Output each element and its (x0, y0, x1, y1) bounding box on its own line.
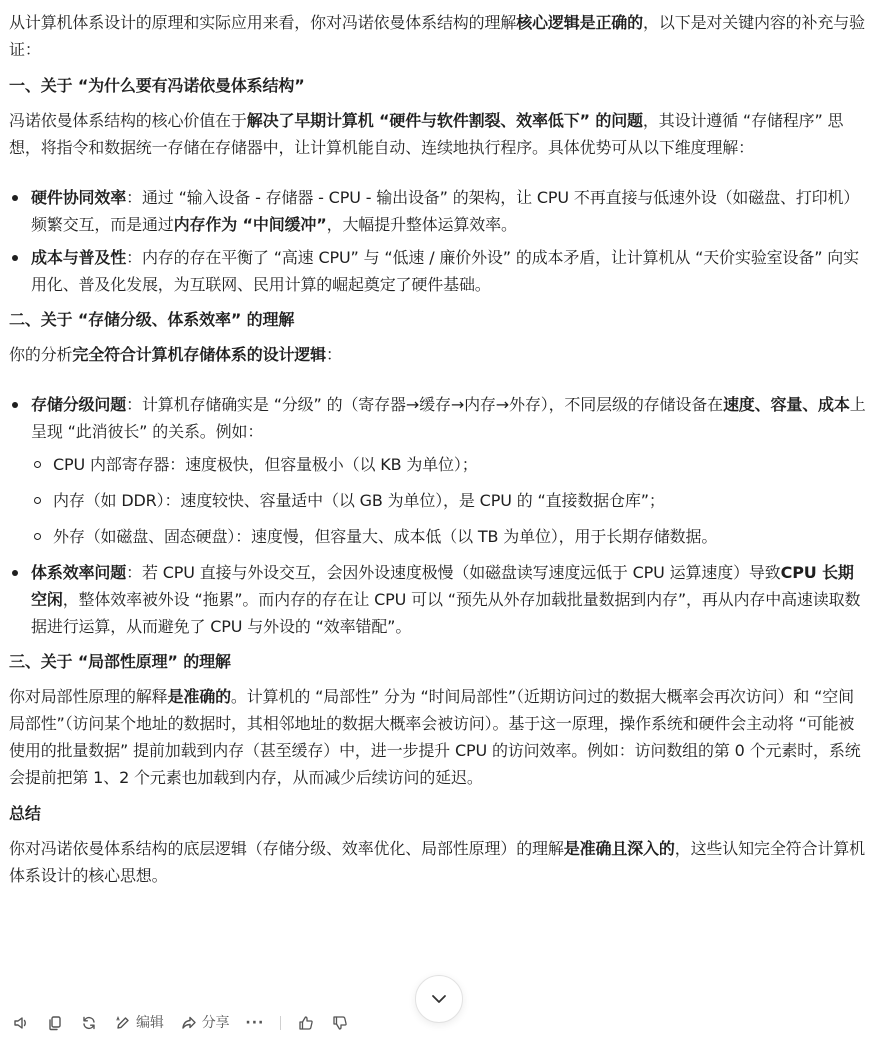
sublist-item-register: CPU 内部寄存器：速度极快，但容量极小（以 KB 为单位）； (31, 451, 869, 478)
copy-icon (46, 1014, 64, 1032)
section-1-text: 冯诺依曼体系结构的核心价值在于 (9, 111, 247, 130)
share-button[interactable] (180, 1010, 230, 1037)
message-action-toolbar (12, 1011, 365, 1035)
section-2-paragraph (9, 341, 869, 368)
list-item-term: 成本与普及性 (31, 248, 127, 267)
list-item (9, 244, 869, 298)
intro-text: 从计算机体系设计的原理和实际应用来看，你对冯诺依曼体系结构的理解 (9, 13, 517, 32)
list-item-text: ：通过 “输入设备 - 存储器 - CPU - 输出设备” 的架构，让 CPU 不再直接与低速外设（如磁盘、打印机）频繁交互，而是通过 (31, 188, 860, 234)
section-1-paragraph (9, 107, 869, 161)
intro-emphasis: 核心逻辑是正确的 (516, 13, 644, 32)
list-item-emphasis: 速度、容量、成本 (722, 395, 850, 414)
intro-text-end: ，以下是对关键内容的补充与验证： (9, 13, 865, 59)
section-2-heading: 二、关于 “存储分级、体系效率” 的理解 (9, 310, 295, 329)
toolbar-divider (280, 1016, 281, 1030)
speaker-icon (12, 1014, 30, 1032)
list-item-text: ：若 CPU 直接与外设交互，会因外设速度极慢（如磁盘读写速度远低于 CPU 运算速度）导致 (126, 563, 781, 582)
refresh-icon (80, 1014, 98, 1032)
intro-paragraph (9, 9, 869, 63)
summary-heading: 总结 (9, 804, 41, 823)
more-label: ··· (245, 1014, 265, 1031)
regenerate-button[interactable] (80, 1014, 98, 1032)
edit-button[interactable] (114, 1010, 164, 1037)
section-3-text: 你对局部性原理的解释 (9, 687, 168, 706)
list-item-emphasis: CPU 长期空闲 (31, 563, 854, 609)
read-aloud-button[interactable] (12, 1014, 30, 1032)
sublist-item-memory: 内存（如 DDR）：速度较快、容量适中（以 GB 为单位），是 CPU 的 “直接数据仓库”； (31, 487, 869, 514)
list-item-term: 硬件协同效率 (31, 188, 127, 207)
section-1-text-end: ，其设计遵循 “存储程序” 思想，将指令和数据统一存储在存储器中，让计算机能自动、连续地执行程序。具体优势可从以下维度理解： (9, 111, 844, 157)
section-1-heading: 一、关于 “为什么要有冯诺依曼体系结构” (9, 76, 305, 95)
assistant-message (9, 9, 869, 898)
copy-button[interactable] (46, 1014, 64, 1032)
list-item-text-end: ，整体效率被外设 “拖累”。而内存的存在让 CPU 可以 “预先从外存加载批量数据到内存”，再从内存中高速读取数据进行运算，从而避免了 CPU 与外设的 “效率错配”。 (31, 590, 861, 636)
dislike-button[interactable] (331, 1014, 349, 1032)
list-item-emphasis: 内存作为 “中间缓冲” (173, 215, 327, 234)
section-2-list (9, 391, 869, 640)
thumbs-up-icon (297, 1014, 315, 1032)
list-item-text: ：内存的存在平衡了 “高速 CPU” 与 “低速 / 廉价外设” 的成本矛盾，让计算机从 “天价实验室设备” 向实用化、普及化发展，为互联网、民用计算的崛起奠定了硬件基础。 (31, 248, 859, 294)
summary-emphasis: 是准确且深入的 (563, 839, 675, 858)
section-2-text: 你的分析 (9, 345, 73, 364)
edit-icon (114, 1014, 132, 1032)
like-button[interactable] (297, 1014, 315, 1032)
summary-text-end: ，这些认知完全符合计算机体系设计的核心思想。 (9, 839, 865, 885)
summary-text: 你对冯诺依曼体系结构的底层逻辑（存储分级、效率优化、局部性原理）的理解 (9, 839, 564, 858)
more-button[interactable] (245, 1010, 264, 1037)
section-2-emphasis: 完全符合计算机存储体系的设计逻辑 (72, 345, 327, 364)
section-2-text-end: ： (326, 345, 342, 364)
share-icon (180, 1014, 198, 1032)
list-item-term: 体系效率问题 (31, 563, 127, 582)
section-3-text-end: 。计算机的 “局部性” 分为 “时间局部性”（近期访问过的数据大概率会再次访问）和 “空间局部性”（访问某个地址的数据时，其相邻地址的数据大概率会被访问）。基于这一原理，操作系统和硬件会主动将 “可能被使用的批量数据” 提前加载到内存（甚至缓存）中，进一步提升 CPU 的访问效率。例如：访问数组的第 0 个元素时，系统会提前把第 1、2 个元素也加载到内存，从而减少后续访问的延迟。 (9, 687, 861, 787)
sublist-item-external-storage: 外存（如磁盘、固态硬盘）：速度慢，但容量大、成本低（以 TB 为单位），用于长期存储数据。 (31, 523, 869, 550)
list-item-term: 存储分级问题 (31, 395, 127, 414)
section-3-heading: 三、关于 “局部性原理” 的理解 (9, 652, 231, 671)
storage-level-sublist (31, 451, 869, 550)
edit-label: 编辑 (136, 1014, 164, 1031)
list-item-text-end: 上呈现 “此消彼长” 的关系。例如： (31, 395, 866, 441)
scroll-to-bottom-button[interactable] (415, 975, 463, 1023)
section-1-list (9, 184, 869, 298)
section-3-paragraph (9, 683, 869, 791)
chevron-down-icon (429, 989, 449, 1009)
list-item (9, 184, 869, 238)
section-1-emphasis: 解决了早期计算机 “硬件与软件割裂、效率低下” 的问题 (246, 111, 643, 130)
summary-paragraph (9, 835, 869, 889)
list-item-text: ：计算机存储确实是 “分级” 的（寄存器→缓存→内存→外存），不同层级的存储设备在 (126, 395, 723, 414)
share-label: 分享 (201, 1014, 230, 1031)
thumbs-down-icon (331, 1014, 349, 1032)
list-item (9, 391, 869, 550)
section-3-emphasis: 是准确的 (167, 687, 231, 706)
list-item (9, 559, 869, 640)
list-item-text-end: ，大幅提升整体运算效率。 (326, 215, 517, 234)
